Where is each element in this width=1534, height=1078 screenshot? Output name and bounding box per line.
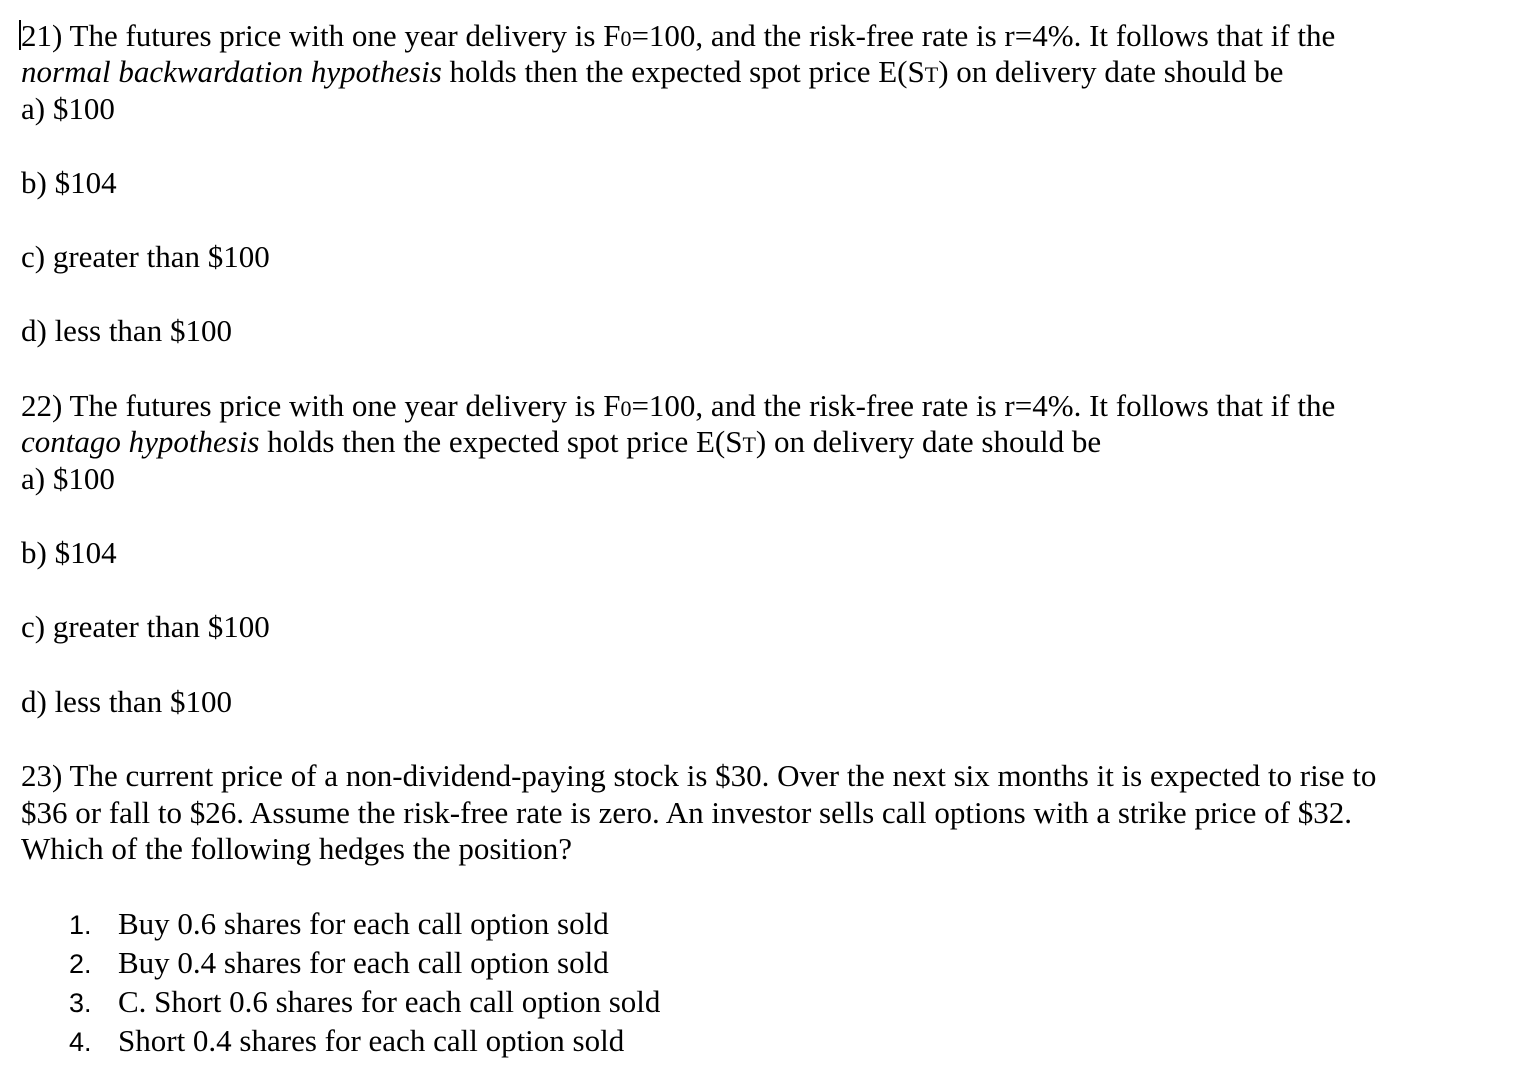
question-21-number: 21) [21,18,63,53]
list-text: Buy 0.4 shares for each call option sold [118,945,609,980]
list-item [69,945,609,982]
question-21-option-c: c) greater than $100 [21,239,270,274]
hypothesis-name: contago hypothesis [21,424,260,459]
question-23-line-1: 23) The current price of a non-dividend-paying stock is $30. Over the next six months it is expected to rise to [21,758,1377,793]
question-21-option-d: d) less than $100 [21,313,232,348]
list-number: 1. [69,910,92,940]
question-23-line-2: $36 or fall to $26. Assume the risk-free rate is zero. An investor sells call options with a strike price of $32. [21,795,1352,830]
question-21-line-1: 21) The futures price with one year delivery is F0=100, and the risk-free rate is r=4%. It follows that if the [21,18,1336,53]
question-23-line-3: Which of the following hedges the position? [21,831,572,866]
question-22-option-b: b) $104 [21,535,117,570]
list-text: Short 0.4 shares for each call option sold [118,1023,625,1058]
text-cursor [19,20,21,50]
question-22-line-2: contago hypothesis holds then the expected spot price E(ST) on delivery date should be [21,424,1102,459]
question-23-number: 23) [21,758,63,793]
list-item [69,984,660,1021]
list-text: Buy 0.6 shares for each call option sold [118,906,609,941]
list-number: 4. [69,1027,92,1057]
question-21-line-2: normal backwardation hypothesis holds then the expected spot price E(ST) on delivery date should be [21,54,1284,89]
hypothesis-name: normal backwardation hypothesis [21,54,442,89]
question-22-option-d: d) less than $100 [21,684,232,719]
list-number: 3. [69,988,92,1018]
list-item [69,1023,624,1060]
question-22-option-a: a) $100 [21,461,115,496]
question-22-option-c: c) greater than $100 [21,609,270,644]
question-21-option-a: a) $100 [21,91,115,126]
question-21-option-b: b) $104 [21,165,117,200]
question-22-number: 22) [21,388,63,423]
list-number: 2. [69,949,92,979]
list-item [69,906,609,943]
question-22-line-1: 22) The futures price with one year delivery is F0=100, and the risk-free rate is r=4%. It follows that if the [21,388,1336,423]
list-text: C. Short 0.6 shares for each call option sold [118,984,661,1019]
